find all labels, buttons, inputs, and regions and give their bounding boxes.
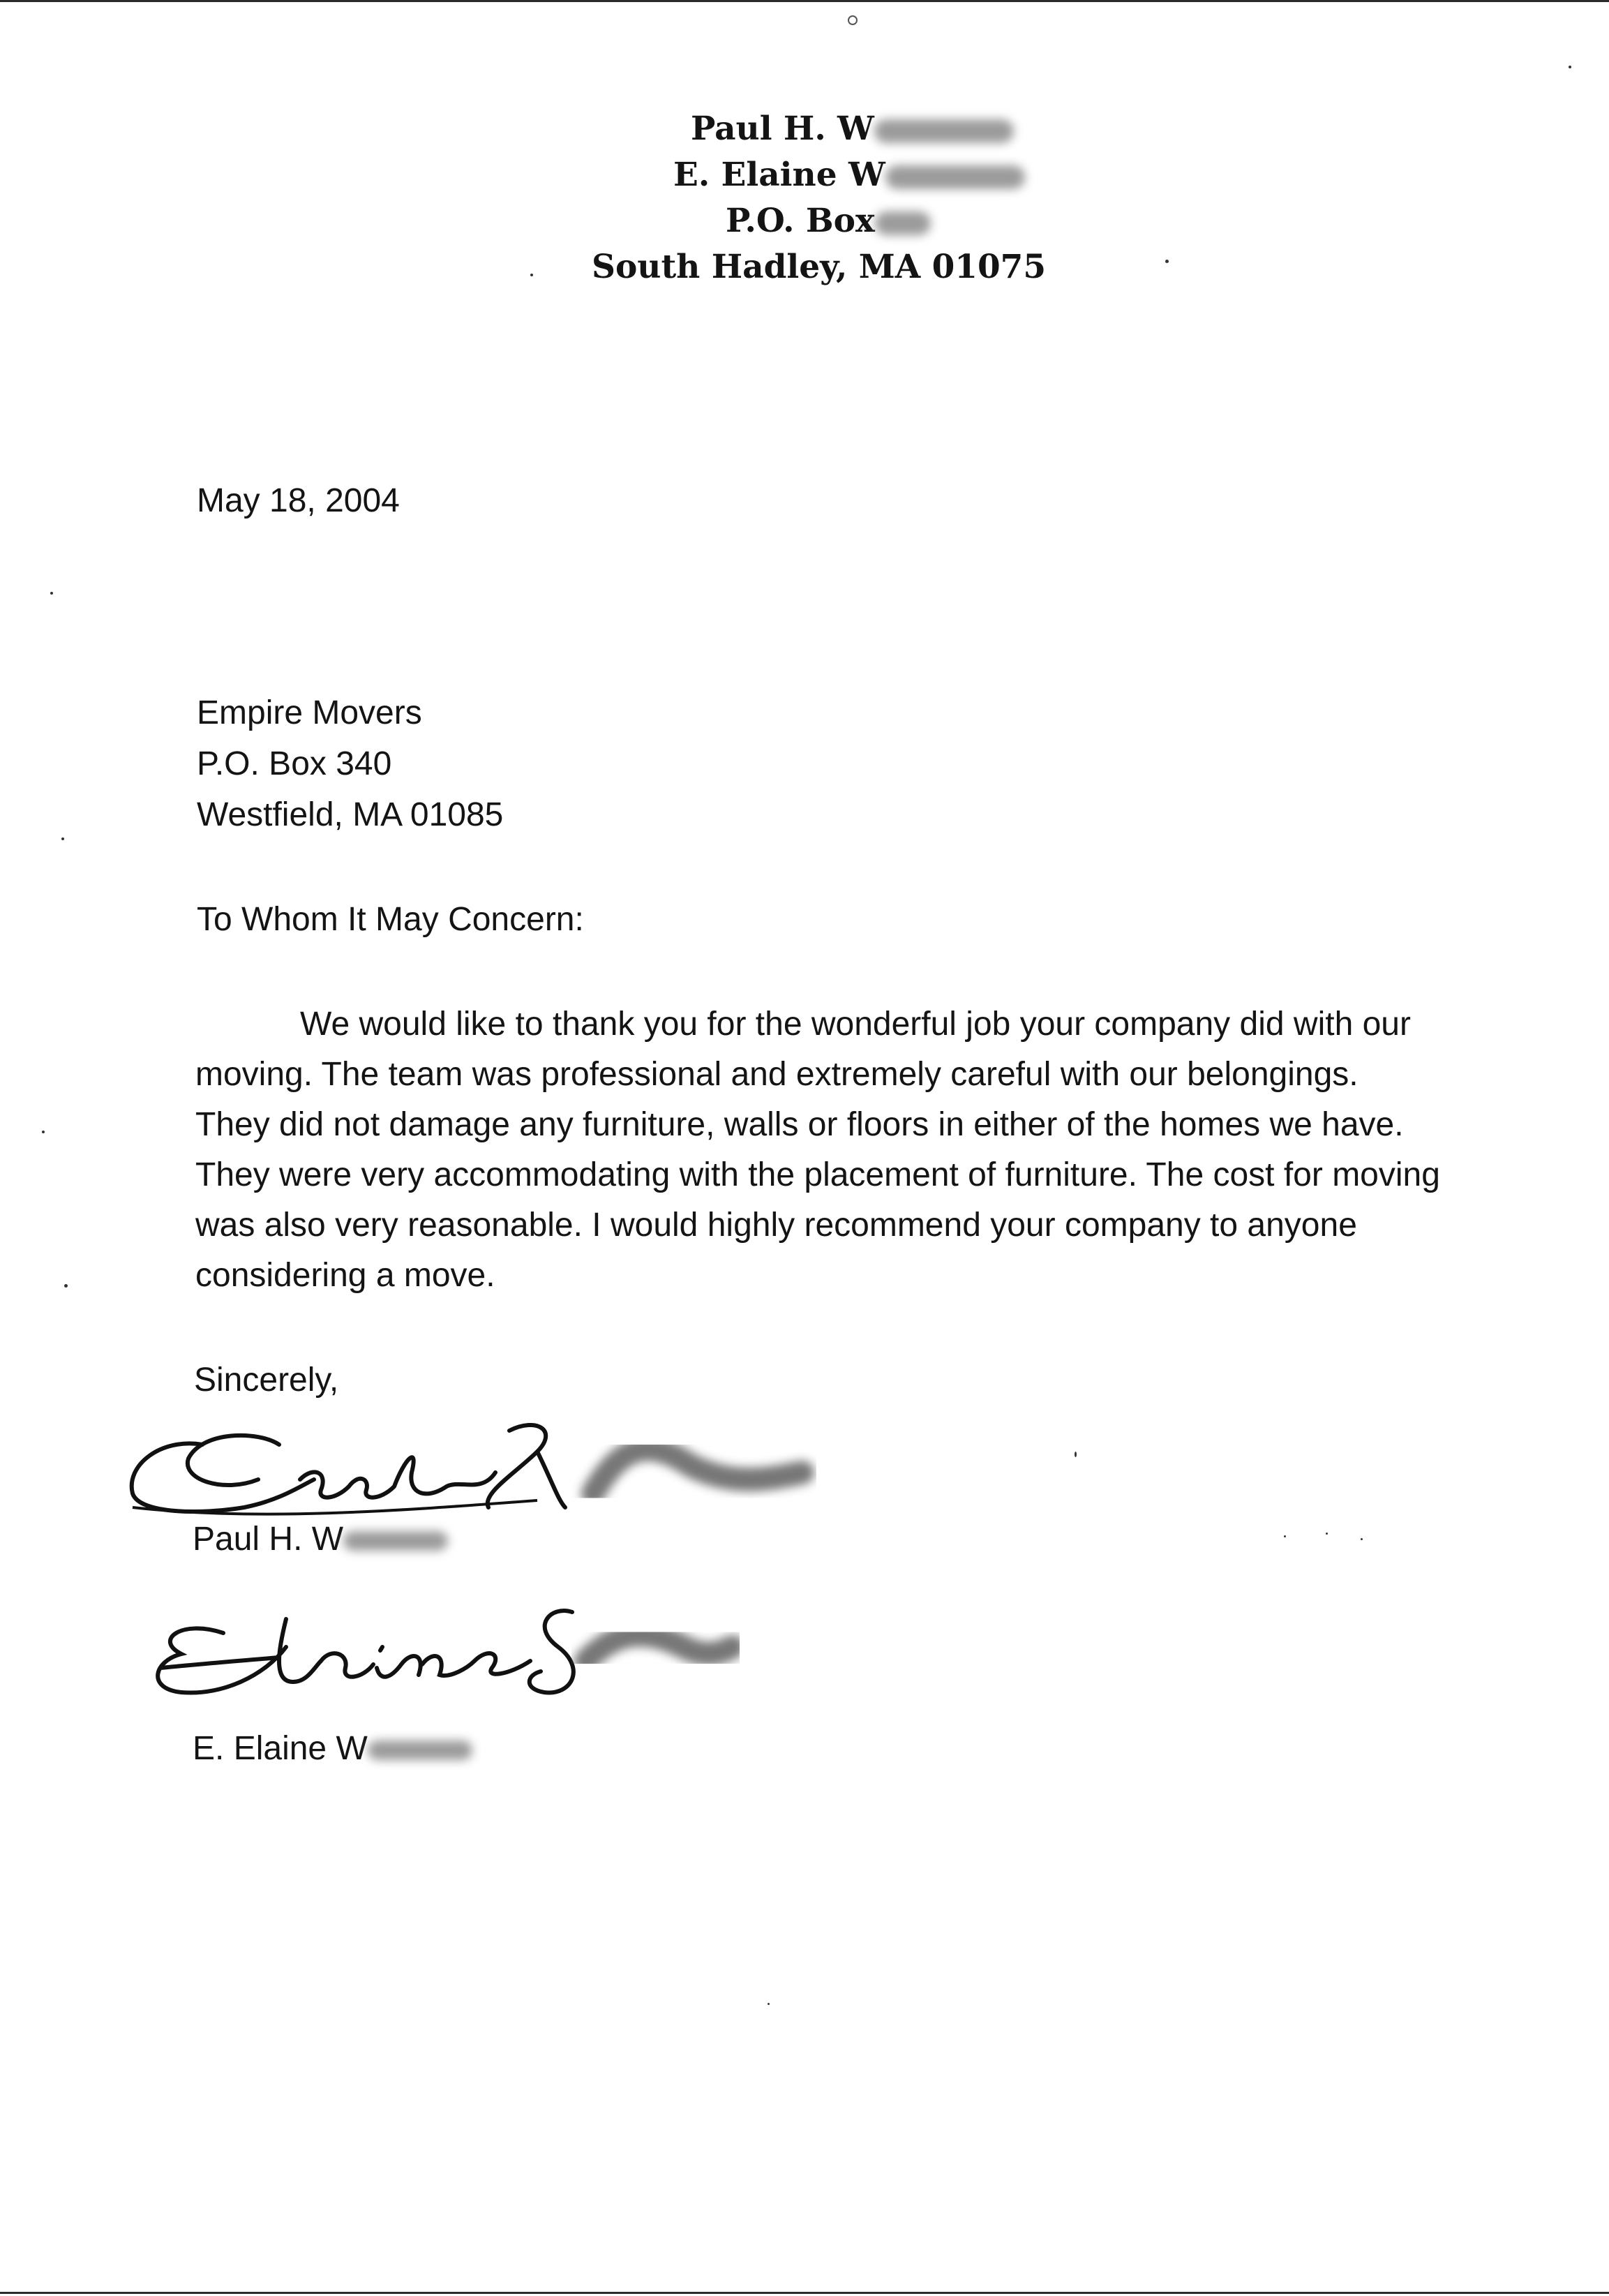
redaction-blur — [885, 165, 1025, 189]
scan-speck — [50, 592, 53, 595]
scan-speck — [1075, 1452, 1077, 1457]
redaction-blur — [368, 1740, 472, 1760]
letterhead-line-4 — [592, 244, 1046, 290]
letter-date: May 18, 2004 — [197, 482, 400, 519]
letterhead-line-3 — [726, 198, 931, 244]
redaction-blur — [874, 119, 1014, 143]
body-line: was also very reasonable. I would highly recommend your company to anyone — [195, 1207, 1357, 1244]
body-line: They did not damage any furniture, walls or floors in either of the homes we have. — [195, 1106, 1404, 1143]
bottom-edge-line — [0, 2292, 1609, 2294]
scan-speck — [1165, 260, 1169, 263]
letterhead-po-box: P.O. Box — [726, 202, 875, 240]
letterhead-line-1 — [691, 106, 1014, 152]
redaction-blur — [343, 1531, 448, 1551]
printed-name-paul — [193, 1520, 448, 1558]
scan-speck — [64, 1284, 68, 1288]
body-line: moving. The team was professional and extremely careful with our belongings. — [195, 1056, 1359, 1093]
letter-body — [195, 999, 1507, 1301]
letterhead-name-2: E. Elaine W — [673, 156, 885, 194]
printed-name-elaine — [193, 1729, 472, 1768]
scan-speck — [1326, 1533, 1328, 1535]
salutation: To Whom It May Concern: — [197, 901, 584, 938]
recipient-address-line-1: P.O. Box 340 — [197, 745, 392, 782]
letterhead-name-1: Paul H. W — [691, 110, 874, 148]
scan-speck — [1284, 1535, 1286, 1537]
signature-paul — [119, 1403, 816, 1535]
letterhead-line-2 — [673, 152, 1025, 198]
recipient-name: Empire Movers — [197, 694, 422, 731]
scan-speck — [61, 837, 64, 840]
recipient-address — [197, 687, 503, 840]
body-line: We would like to thank you for the wonderful job your company did with our — [300, 1006, 1411, 1043]
scan-speck — [1569, 66, 1571, 68]
redaction-blur — [875, 211, 931, 235]
body-line: considering a move. — [195, 1257, 495, 1294]
scan-speck — [768, 2003, 770, 2005]
scan-speck — [42, 1131, 45, 1133]
printed-name-text: E. Elaine W — [193, 1730, 368, 1767]
closing: Sincerely, — [194, 1362, 339, 1399]
scan-speck — [1361, 1538, 1363, 1540]
letterhead-city: South Hadley, MA 01075 — [592, 248, 1047, 286]
scan-speck — [530, 274, 533, 276]
body-line: They were very accommodating with the placement of furniture. The cost for moving — [195, 1156, 1440, 1193]
printed-name-text: Paul H. W — [193, 1521, 344, 1558]
recipient-address-line-2: Westfield, MA 01085 — [197, 796, 504, 833]
top-edge-line — [0, 0, 1609, 2]
signature-elaine — [140, 1577, 740, 1724]
scan-speck — [848, 15, 858, 25]
